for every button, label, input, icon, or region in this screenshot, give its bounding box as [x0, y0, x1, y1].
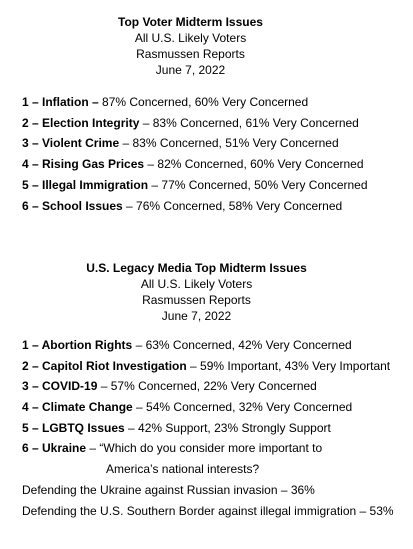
section2-answer-2: Defending the U.S. Southern Border against illegal immigration – 53%	[22, 504, 394, 518]
section1-item-5: 5 – Illegal Immigration – 77% Concerned, 50% Very Concerned	[22, 178, 368, 192]
section2-item-5: 5 – LGBTQ Issues – 42% Support, 23% Strongly Support	[22, 421, 331, 435]
section2-question-continued: America’s national interests?	[106, 462, 260, 476]
section2-item-6: 6 – Ukraine – “Which do you consider more important to	[22, 441, 323, 455]
section2-title: U.S. Legacy Media Top Midterm Issues	[86, 261, 307, 275]
section1-source: Rasmussen Reports	[136, 47, 245, 61]
section2-item-2: 2 – Capitol Riot Investigation – 59% Important, 43% Very Important	[22, 359, 391, 373]
section1-item-4: 4 – Rising Gas Prices – 82% Concerned, 60% Very Concerned	[22, 157, 364, 171]
section1-item-3: 3 – Violent Crime – 83% Concerned, 51% Very Concerned	[22, 136, 339, 150]
section2-item-1: 1 – Abortion Rights – 63% Concerned, 42% Very Concerned	[22, 338, 352, 352]
section1-date: June 7, 2022	[155, 63, 226, 77]
section1-item-6: 6 – School Issues – 76% Concerned, 58% Very Concerned	[22, 199, 343, 213]
section2-answer-1: Defending the Ukraine against Russian invasion – 36%	[22, 483, 315, 497]
section1-item-2: 2 – Election Integrity – 83% Concerned, 61% Very Concerned	[22, 116, 359, 130]
section2-item-4: 4 – Climate Change – 54% Concerned, 32% Very Concerned	[22, 400, 353, 414]
section2-subtitle: All U.S. Likely Voters	[140, 277, 253, 291]
section2-item-3: 3 – COVID-19 – 57% Concerned, 22% Very Concerned	[22, 379, 317, 393]
section1-item-1: 1 – Inflation – 87% Concerned, 60% Very Concerned	[22, 95, 309, 109]
section1-title: Top Voter Midterm Issues	[118, 15, 263, 29]
section1-subtitle: All U.S. Likely Voters	[134, 31, 247, 45]
section2-date: June 7, 2022	[161, 309, 232, 323]
section2-source: Rasmussen Reports	[142, 293, 251, 307]
